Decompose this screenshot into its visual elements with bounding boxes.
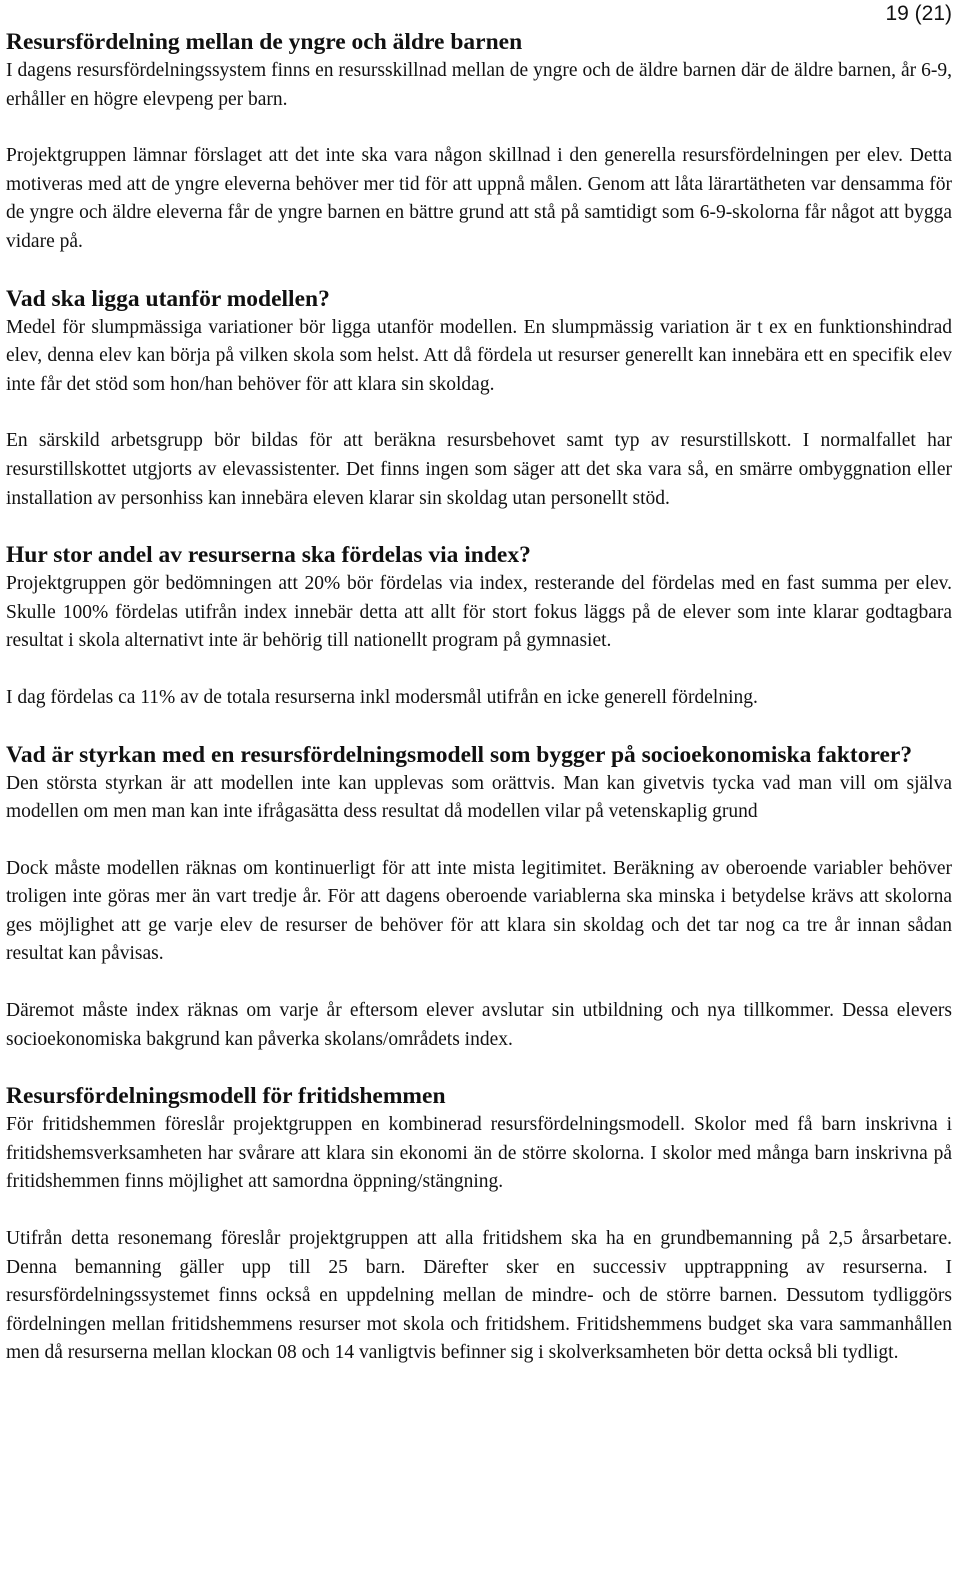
section-heading: Resursfördelningsmodell för fritidshemmen <box>6 1083 446 1110</box>
section-heading: Vad är styrkan med en resursfördelningsmodell som bygger på socioekonomiska faktorer? <box>6 741 913 768</box>
section-index-share <box>6 541 952 712</box>
section-age-distribution <box>6 28 952 257</box>
section-outside-model <box>6 285 952 514</box>
paragraph: Utifrån detta resonemang föreslår projektgruppen att alla fritidshem ska ha en grundbemanning på 2,5 årsarbetare. Denna bemanning gäller upp till 25 barn. Därefter sker en successiv upptrappning av resurserna. I resursfördelningssystemet finns också en uppdelning mellan de mindre- och de större barnen. Dessutom tydliggörs fördelningen mellan fritidshemmens resurser mot skola och fritidshem. Fritidshemmens budget ska vara sammanhållen men då resurserna mellan klockan 08 och 14 vanligtvis befinner sig i skolverksamheten bör detta också bli tydligt. <box>6 1228 952 1364</box>
page-number: 19 (21) <box>885 2 952 25</box>
paragraph: I dag fördelas ca 11% av de totala resurserna inkl modersmål utifrån en icke generell fördelning. <box>6 686 758 708</box>
section-strength <box>6 741 952 1055</box>
paragraph: En särskild arbetsgrupp bör bildas för att beräkna resursbehovet samt typ av resurstillskott. I normalfallet har resurstillskottet utgjorts av elevassistenter. Det finns ingen som säger att det ska vara så, en smärre ombyggnation eller installation av personhiss kan innebära eleven klarar sin skoldag utan personellt stöd. <box>6 430 952 509</box>
paragraph: Däremot måste index räknas om varje år eftersom elever avslutar sin utbildning och nya tillkommer. Dessa elevers socioekonomiska bakgrund kan påverka skolans/områdets index. <box>6 1000 952 1050</box>
paragraph: Dock måste modellen räknas om kontinuerligt för att inte mista legitimitet. Beräkning av oberoende variabler behöver troligen inte göras mer än vart tredje år. För att dagens oberoende variablerna ska minska i betydelse krävs att skolorna ges möjlighet att ge varje elev de resurser de behöver för att klara sin skoldag och det tar nog ca tre år innan sådan resultat kan påvisas. <box>6 857 952 965</box>
section-heading: Vad ska ligga utanför modellen? <box>6 285 330 312</box>
section-after-school <box>6 1082 952 1368</box>
paragraph: Den största styrkan är att modellen inte kan upplevas som orättvis. Man kan givetvis tycka vad man vill om själva modellen om men man kan inte ifrågasätta dess resultat då modellen vilar på vetenskaplig grund <box>6 772 952 823</box>
paragraph: Projektgruppen lämnar förslaget att det inte ska vara någon skillnad i den generella resursfördelningen per elev. Detta motiveras med att de yngre eleverna behöver mer tid för att uppnå målen. Genom att låta lärartätheten var densamma för de yngre och äldre eleverna får de yngre barnen en bättre grund att stå på samtidigt som 6-9-skolorna får något att bygga vidare på. <box>6 145 952 252</box>
paragraph: Projektgruppen gör bedömningen att 20% bör fördelas via index, resterande del fördelas med en fast summa per elev. Skulle 100% fördelas utifrån index innebär detta att allt för stort fokus läggs på de elever som inte klarar godtagbara resultat i skola alternativt inte är behörig till nationellt program på gymnasiet. <box>6 573 952 652</box>
paragraph: För fritidshemmen föreslår projektgruppen en kombinerad resursfördelningsmodell. Skolor med få barn inskrivna i fritidshemsverksamheten har svårare att klara sin ekonomi än de större skolorna. I skolor med många barn inskrivna på fritidshemmen finns möjlighet att samordna öppning/stängning. <box>6 1114 952 1193</box>
paragraph: I dagens resursfördelningssystem finns en resursskillnad mellan de yngre och de äldre barnen där de äldre barnen, år 6-9, erhåller en högre elevpeng per barn. <box>6 60 952 110</box>
document-body <box>6 28 952 1368</box>
section-heading: Resursfördelning mellan de yngre och äldre barnen <box>6 29 523 55</box>
section-heading: Hur stor andel av resurserna ska fördelas via index? <box>6 542 531 569</box>
paragraph: Medel för slumpmässiga variationer bör ligga utanför modellen. En slumpmässig variation är t ex en funktionshindrad elev, denna elev kan börja på vilken skola som helst. Att då fördela ut resurser generellt kan innebära ett en specifik elev inte får det stöd som hon/han behöver för att klara sin skoldag. <box>6 316 952 395</box>
